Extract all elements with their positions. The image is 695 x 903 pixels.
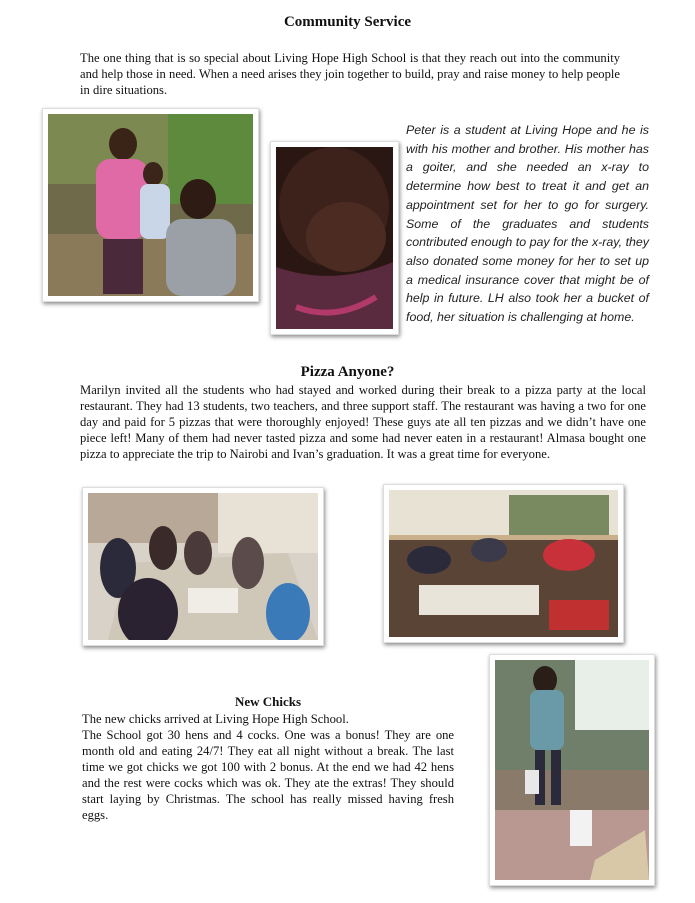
- new-chicks-text: The School got 30 hens and 4 cocks. One was a bonus! They are one month old and eating 24/7! They eat all night without a break. The last time we got chicks we got 100 with 2 bonus. At the end we had 42 hens and the rest were cocks which was ok. They ate the extras! They should start laying by Christmas. The school has really missed having fresh eggs.: [82, 728, 454, 822]
- photo-pizza-party-2: [383, 484, 624, 643]
- photo-chicks: [489, 654, 655, 886]
- peter-story: Peter is a student at Living Hope and he is with his mother and brother. His mother has a goiter, and she needed an x-ray to determine how best to treat it and get an appointment set for her to go for surgery. Some of the graduates and students contributed enough to pay for the x-ray, they also donated some money for her to set up a medical insurance cover that might be of help in future. LH also took her a bucket of food, her situation is challenging at home.: [406, 123, 649, 325]
- photo-goiter: [270, 141, 399, 335]
- new-chicks-title: New Chicks: [234, 694, 302, 709]
- community-service-intro: The one thing that is so special about Living Hope High School is that they reach out into the community and help those in need. When a need arises they join together to build, pray and raise money to help people in dire situations.: [80, 51, 620, 97]
- community-service-title: Community Service: [283, 14, 412, 30]
- pizza-anyone-title: Pizza Anyone?: [300, 364, 395, 380]
- pizza-party-text: Marilyn invited all the students who had stayed and worked during their break to a pizza party at the local restaurant. They had 13 students, two teachers, and three support staff. The restaurant was having a two for one day and paid for 5 pizzas that were thoroughly enjoyed! These guys ate all ten pizzas and we didn’t have one piece left! Many of them had never tasted pizza and some had never eaten in a restaurant! Almasa bought one pizza to appreciate the trip to Nairobi and Ivan’s graduation. It was a great time for everyone.: [80, 383, 646, 461]
- photo-pizza-party-1: [82, 487, 324, 646]
- new-chicks-intro: The new chicks arrived at Living Hope High School.: [82, 712, 349, 726]
- photo-peter-family: [42, 108, 259, 302]
